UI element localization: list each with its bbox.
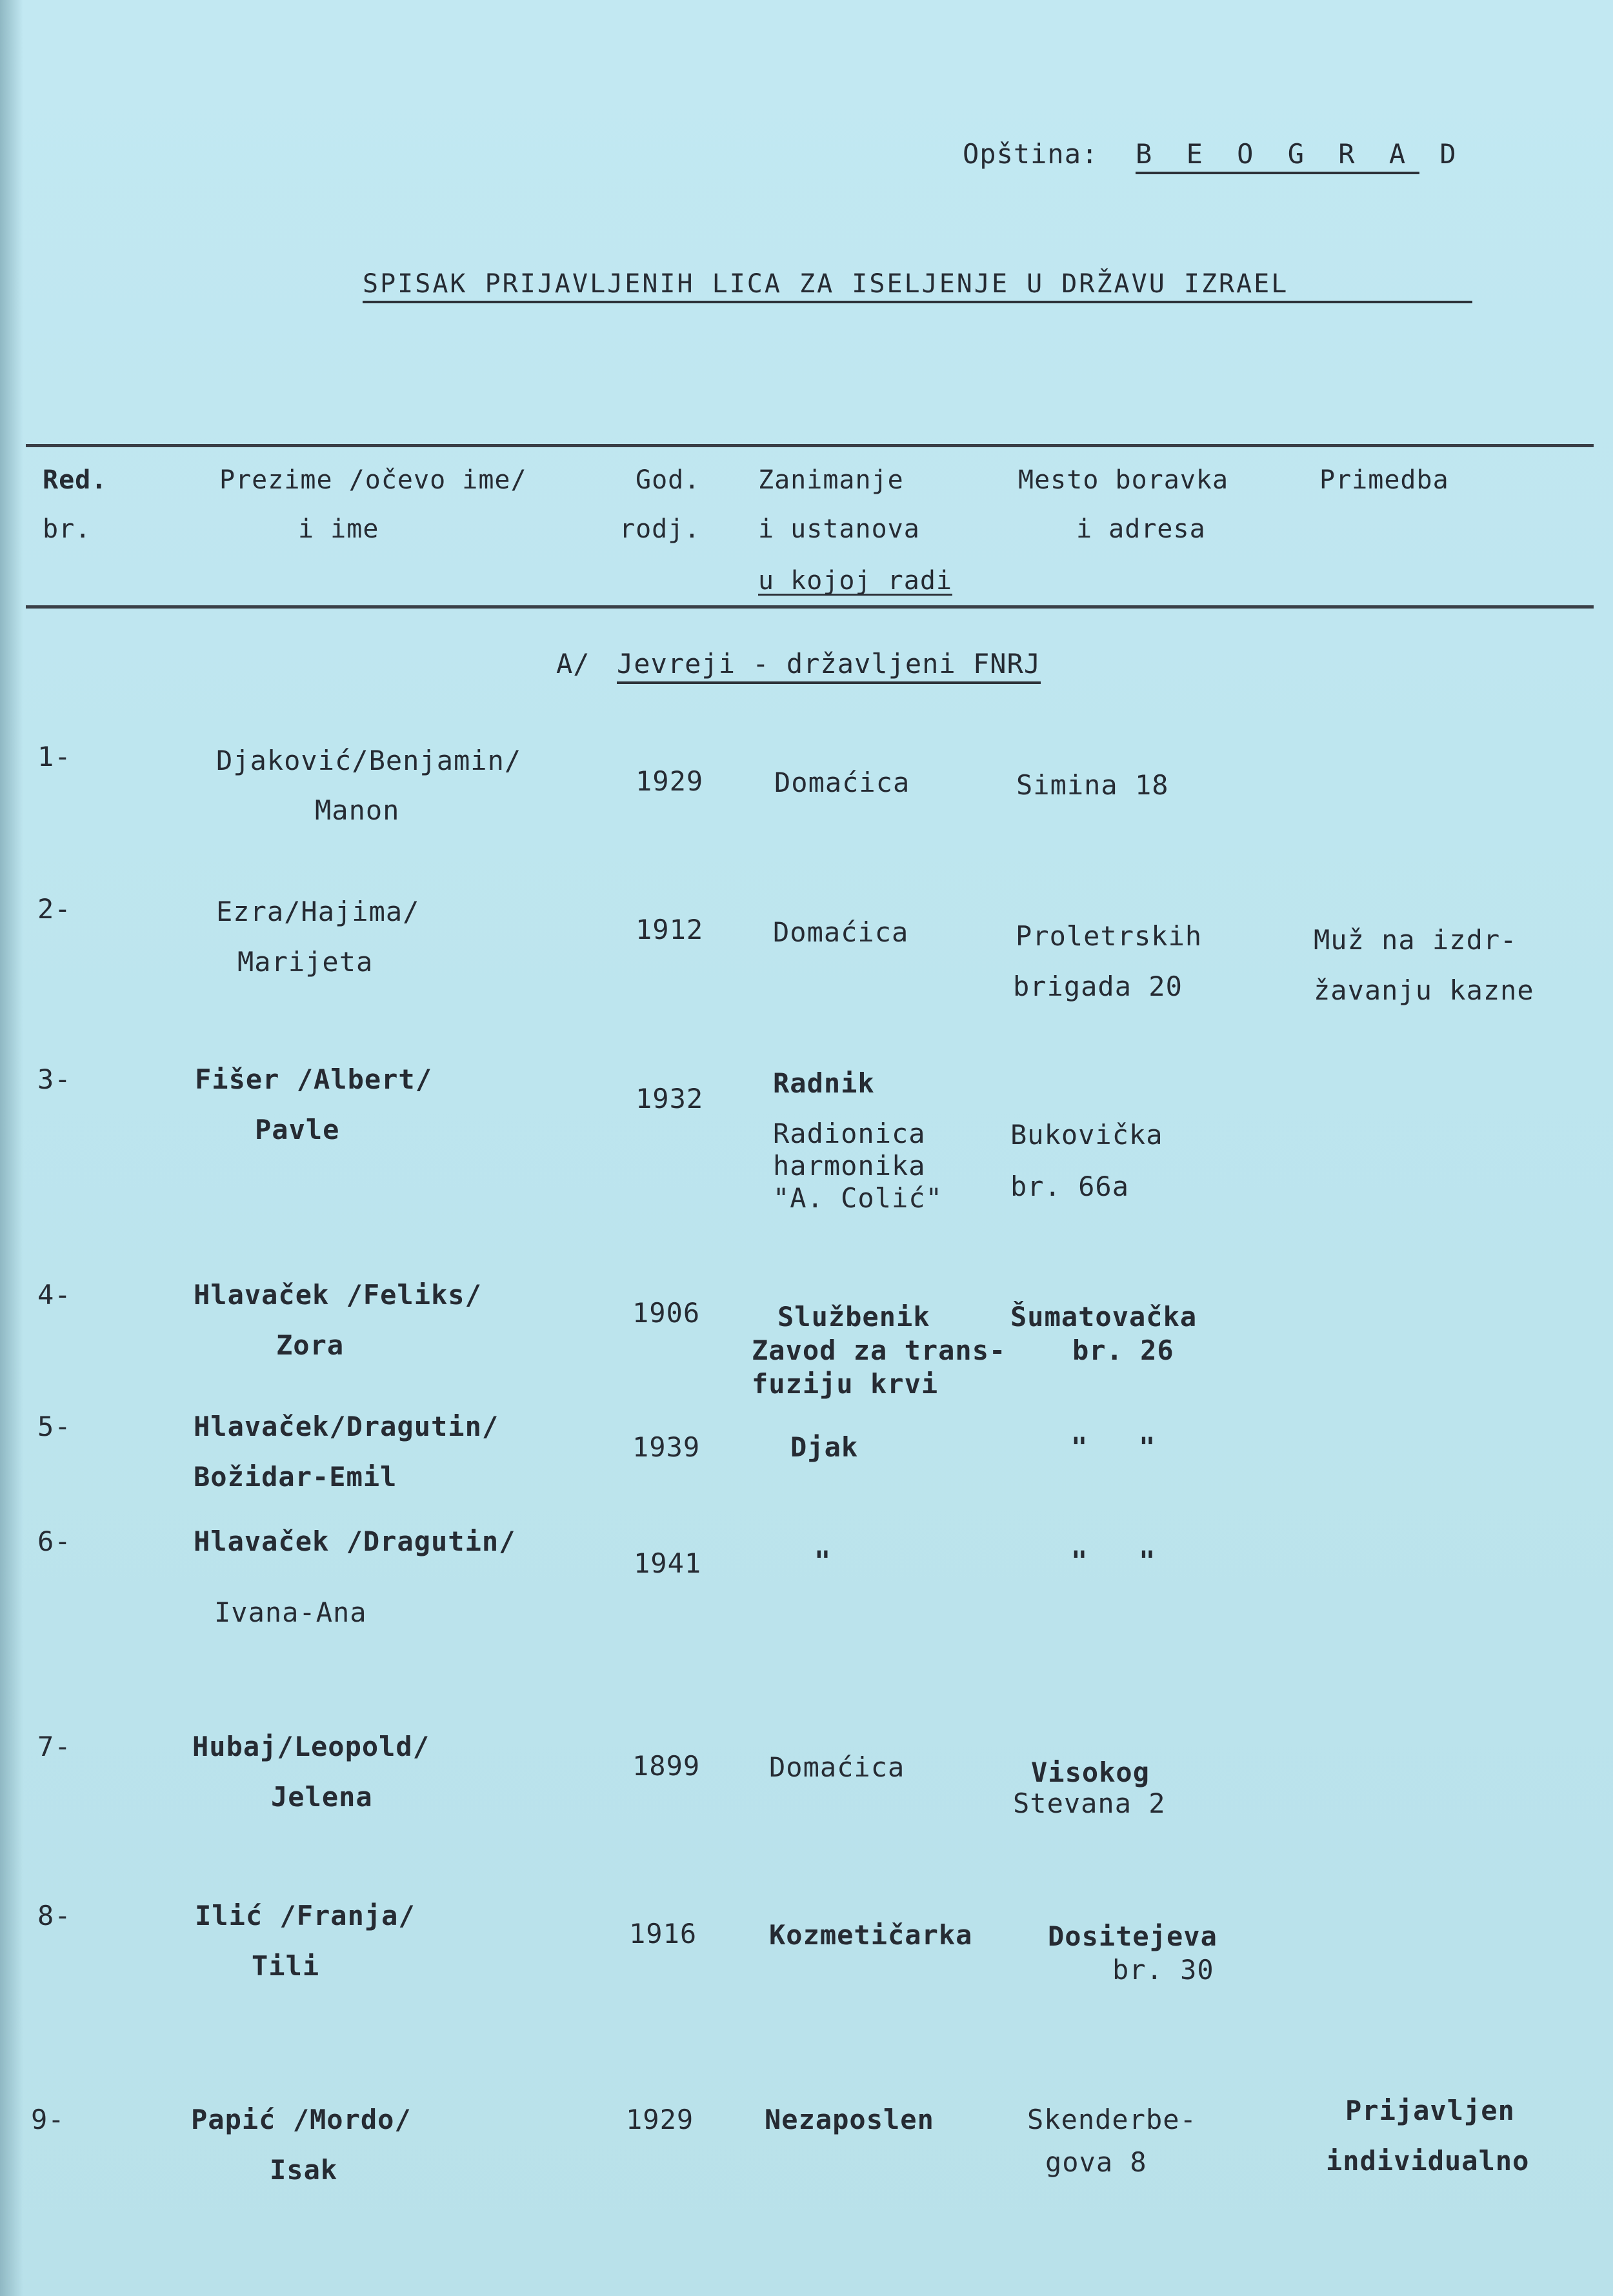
occupation-line: Radnik	[773, 1067, 875, 1099]
occupation-line: Zavod za trans-	[752, 1334, 1007, 1366]
birth-year: 1899	[632, 1750, 701, 1782]
person-name: Tili	[252, 1950, 320, 1982]
address-ditto: " "	[1071, 1545, 1156, 1576]
occupation: Djak	[790, 1431, 859, 1463]
person-surname: Ezra/Hajima/	[216, 896, 420, 927]
section-title: Jevreji - državljeni FNRJ	[617, 650, 1041, 684]
address-line: Dositejeva	[1048, 1920, 1217, 1952]
person-surname: Papić /Mordo/	[191, 2104, 412, 2135]
address-line: gova 8	[1045, 2146, 1147, 2178]
note-line: žavanju kazne	[1314, 974, 1534, 1006]
address-line: br. 66a	[1010, 1171, 1130, 1202]
scan-edge-shadow	[0, 0, 23, 2296]
person-name: Manon	[315, 794, 400, 826]
birth-year: 1932	[636, 1083, 704, 1114]
address-line: Skenderbe-	[1027, 2104, 1197, 2135]
occupation: Domaćica	[774, 767, 910, 798]
person-surname: Hlavaček /Dragutin/	[194, 1526, 516, 1557]
header-bottom-rule	[26, 605, 1594, 609]
address-ditto: " "	[1071, 1431, 1156, 1463]
birth-year: 1939	[632, 1431, 701, 1463]
person-name: Isak	[270, 2154, 338, 2186]
person-surname: Hlavaček /Feliks/	[194, 1279, 482, 1311]
row-number: 6-	[37, 1526, 72, 1557]
occupation-line: fuziju krvi	[752, 1368, 939, 1400]
note-line: Prijavljen	[1345, 2095, 1515, 2126]
person-surname: Hubaj/Leopold/	[192, 1731, 430, 1762]
document-page: Opština: B E O G R A D SPISAK PRIJAVLJENIH LICA ZA ISELJENJE U DRŽAVU IZRAEL Red. br. Prezime /očevo ime/ i ime God. rodj. Zanimanje i ustanova u kojoj radi Mesto boravka i adresa Primedba A/ Jevreji - državljeni FNRJ 1- Djaković/Benjamin/ Manon 1929 Domaćica Simina 18 2- Ezra/Hajima/ Marijeta 1912 Domaćica Proletrskih brigada 20 Muž na izdr- žavanju kazne 3- Fišer /Albert/ Pavle 1932 Radnik Radionica harmonika "A. Colić" Bukovička br. 66a 4- Hlavaček /Feliks/ Zora 1906 Službenik Zavod za trans- fuziju krvi Šumatovačka br. 26 5- Hlavaček/Dragutin/ Božidar-Emil 1939 Djak " " 6- Hlavaček /Dragutin/ Ivana-Ana 1941 " " " 7- Hubaj/Leopold/ Jelena 1899 Domaćica Visokog Stevana 2 8- Ilić /Franja/ Tili 1916 Kozmetičarka Dositejeva br. 30 9- Papić /Mordo/ Isak 1929 Nezaposlen Skenderbe- gova 8 Prijavljen individualno	[0, 0, 1613, 2296]
note-line: individualno	[1326, 2145, 1530, 2177]
row-number: 8-	[37, 1900, 72, 1931]
occupation-ditto: "	[814, 1545, 832, 1576]
occupation-line: Radionica	[773, 1118, 926, 1149]
row-number: 4-	[37, 1279, 72, 1311]
occupation: Domaćica	[769, 1751, 905, 1783]
birth-year: 1912	[636, 914, 704, 945]
row-number: 5-	[37, 1411, 72, 1442]
person-name: Jelena	[271, 1781, 373, 1813]
address-line: br. 30	[1112, 1954, 1214, 1986]
row-number: 7-	[37, 1731, 72, 1762]
occupation-line: harmonika	[773, 1150, 926, 1182]
occupation: Kozmetičarka	[769, 1919, 973, 1951]
occupation-line: "A. Colić"	[773, 1182, 943, 1214]
address-line: Proletrskih	[1016, 920, 1203, 952]
address-line: Stevana 2	[1013, 1787, 1166, 1819]
occupation-line: Službenik	[777, 1301, 930, 1333]
opstina-label: Opština:	[963, 138, 1099, 170]
opstina-value: B E O G R A D	[1136, 141, 1419, 174]
row-number: 1-	[37, 741, 72, 772]
person-name: Pavle	[255, 1114, 340, 1145]
occupation: Nezaposlen	[765, 2104, 934, 2135]
row-number: 3-	[37, 1063, 72, 1095]
person-surname: Djaković/Benjamin/	[216, 745, 522, 776]
person-surname: Fišer /Albert/	[195, 1063, 433, 1095]
person-name: Božidar-Emil	[194, 1461, 397, 1493]
address-line: brigada 20	[1013, 971, 1183, 1002]
row-number: 9-	[31, 2104, 65, 2135]
birth-year: 1929	[636, 765, 704, 797]
row-number: 2-	[37, 893, 72, 925]
section-prefix: A/	[556, 648, 590, 680]
birth-year: 1916	[629, 1918, 697, 1949]
person-name: Ivana-Ana	[214, 1596, 367, 1628]
birth-year: 1941	[634, 1547, 702, 1579]
occupation: Domaćica	[773, 916, 909, 948]
document-title: SPISAK PRIJAVLJENIH LICA ZA ISELJENJE U DRŽAVU IZRAEL	[363, 271, 1472, 303]
birth-year: 1929	[626, 2104, 694, 2135]
address-line: Bukovička	[1010, 1119, 1163, 1151]
address-line: Šumatovačka	[1010, 1301, 1197, 1333]
person-surname: Hlavaček/Dragutin/	[194, 1411, 499, 1442]
address: Simina 18	[1016, 769, 1169, 801]
note-line: Muž na izdr-	[1314, 924, 1518, 956]
person-surname: Ilić /Franja/	[195, 1900, 416, 1931]
address-line: Visokog	[1031, 1757, 1150, 1788]
address-line: br. 26	[1072, 1334, 1174, 1366]
person-name: Marijeta	[237, 946, 374, 978]
header-top-rule	[26, 444, 1594, 447]
birth-year: 1906	[632, 1297, 701, 1329]
person-name: Zora	[276, 1329, 345, 1361]
